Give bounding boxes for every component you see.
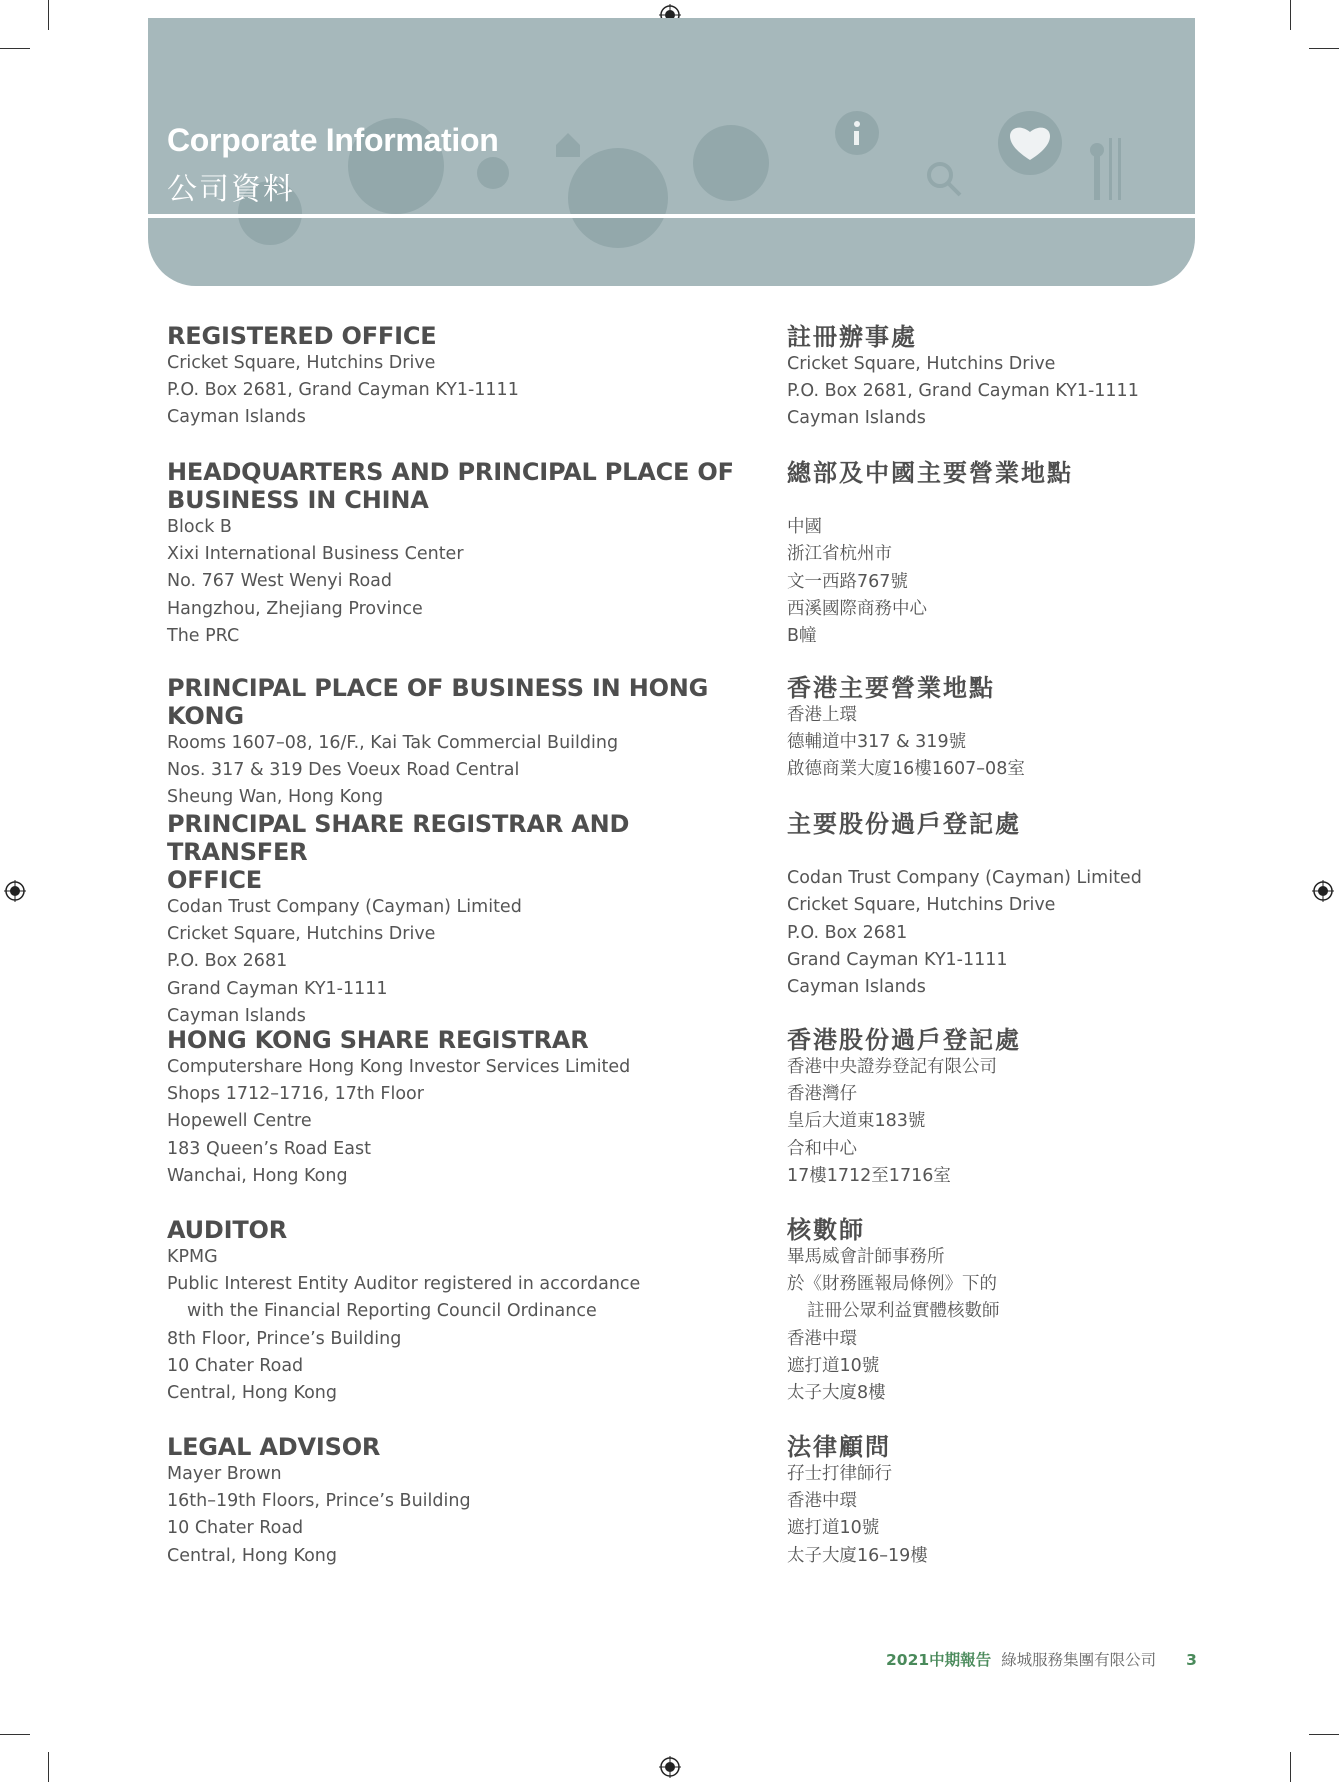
address-line: Cayman Islands — [167, 407, 306, 428]
crop-mark — [1290, 0, 1291, 30]
address-line: 合和中心 — [787, 1138, 857, 1159]
registration-mark-icon — [659, 1756, 681, 1778]
headquarters-section — [167, 458, 777, 650]
address-line: Shops 1712–1716, 17th Floor — [167, 1084, 424, 1105]
address-line: 183 Queen’s Road East — [167, 1138, 371, 1159]
address-line: Central, Hong Kong — [167, 1545, 337, 1566]
crop-mark — [0, 48, 30, 49]
address-line: The PRC — [167, 625, 240, 646]
address-line: Grand Cayman KY1-1111 — [787, 949, 1008, 970]
section-heading: 法律顧問 — [787, 1433, 891, 1461]
section-heading: 註冊辦事處 — [787, 323, 917, 351]
section-heading: 香港主要營業地點 — [787, 674, 995, 702]
address-line: Nos. 317 & 319 Des Voeux Road Central — [167, 760, 520, 781]
home-icon — [556, 133, 580, 157]
crop-mark — [1290, 1752, 1291, 1782]
legal-advisor-section — [167, 1433, 777, 1570]
address-line: 文一西路767號 — [787, 571, 908, 592]
principal-share-registrar-section — [167, 810, 777, 1030]
report-title: 2021中期報告 — [886, 1651, 992, 1669]
address-line: Codan Trust Company (Cayman) Limited — [167, 897, 522, 917]
legal-advisor-section-zh — [787, 1433, 1207, 1570]
auditor-section — [167, 1216, 777, 1407]
address-line: 香港中央證券登記有限公司 — [787, 1057, 997, 1077]
address-line: Hopewell Centre — [167, 1111, 312, 1132]
section-heading: PRINCIPAL SHARE REGISTRAR AND TRANSFER OFFICE — [167, 810, 630, 894]
crop-mark — [48, 1752, 49, 1782]
headquarters-section-zh — [787, 459, 1207, 650]
address-line: Codan Trust Company (Cayman) Limited — [787, 868, 1142, 889]
address-line: Cricket Square, Hutchins Drive — [167, 353, 436, 373]
address-line: Central, Hong Kong — [167, 1383, 337, 1404]
page-footer — [886, 1648, 1197, 1670]
address-line: Sheung Wan, Hong Kong — [167, 787, 384, 808]
hong-kong-business-section-zh — [787, 674, 1207, 784]
section-heading: REGISTERED OFFICE — [167, 322, 437, 350]
search-icon — [929, 164, 960, 195]
address-line: 孖士打律師行 — [787, 1464, 892, 1484]
section-heading: 主要股份過戶登記處 — [787, 810, 1021, 838]
address-line: 8th Floor, Prince’s Building — [167, 1328, 402, 1349]
address-line: 啟德商業大廈16樓1607–08室 — [787, 759, 1025, 780]
address-line: Cayman Islands — [787, 408, 926, 429]
hong-kong-share-registrar-section — [167, 1026, 777, 1190]
address-line: Cricket Square, Hutchins Drive — [167, 924, 436, 945]
address-line: 10 Chater Road — [167, 1355, 304, 1376]
address-line: 10 Chater Road — [167, 1518, 304, 1539]
address-line: Cayman Islands — [167, 1005, 306, 1026]
address-line: No. 767 West Wenyi Road — [167, 571, 392, 592]
hong-kong-share-registrar-section-zh — [787, 1026, 1207, 1190]
staff-avatar-icon — [568, 148, 668, 248]
section-heading: AUDITOR — [167, 1216, 288, 1244]
address-line: Xixi International Business Center — [167, 544, 464, 565]
address-line: 香港上環 — [787, 705, 857, 725]
address-line: 香港灣仔 — [787, 1084, 857, 1105]
info-glyph — [854, 131, 859, 145]
crop-mark — [0, 1734, 30, 1735]
lotus-icon — [693, 125, 769, 201]
principal-share-registrar-section-zh — [787, 810, 1207, 1001]
page-title-chinese: 公司資料 — [167, 172, 295, 207]
auditor-section-zh — [787, 1216, 1207, 1407]
address-line: Cricket Square, Hutchins Drive — [787, 895, 1056, 916]
address-line: Block B — [167, 517, 232, 537]
address-line: 德輔道中317 & 319號 — [787, 732, 967, 753]
address-line: 註冊公眾利益實體核數師 — [807, 1301, 1000, 1322]
address-line: with the Financial Reporting Council Ordinance — [187, 1301, 597, 1322]
address-line: 於《財務匯報局條例》下的 — [787, 1274, 997, 1295]
address-line: 皇后大道東183號 — [787, 1111, 926, 1132]
utensils-icon — [1090, 138, 1121, 200]
page-title: Corporate Information — [167, 122, 499, 158]
registered-office-section — [167, 322, 777, 432]
section-heading: 核數師 — [787, 1216, 865, 1244]
address-line: 16th–19th Floors, Prince’s Building — [167, 1491, 471, 1512]
address-line: 香港中環 — [787, 1491, 857, 1512]
section-heading: LEGAL ADVISOR — [167, 1433, 381, 1461]
address-line: 西溪國際商務中心 — [787, 598, 927, 619]
page-number: 3 — [1186, 1651, 1197, 1669]
leaf-icon — [477, 157, 509, 189]
address-line: Hangzhou, Zhejiang Province — [167, 598, 423, 619]
address-line: 太子大廈8樓 — [787, 1383, 886, 1404]
address-line: 遮打道10號 — [787, 1355, 880, 1376]
banner-divider — [148, 214, 1195, 218]
address-line: Grand Cayman KY1-1111 — [167, 978, 388, 999]
address-line: 遮打道10號 — [787, 1518, 880, 1539]
registration-mark-icon — [4, 880, 26, 902]
address-line: 太子大廈16–19樓 — [787, 1545, 928, 1566]
section-heading: HONG KONG SHARE REGISTRAR — [167, 1026, 589, 1054]
address-line: Wanchai, Hong Kong — [167, 1165, 348, 1186]
address-line: KPMG — [167, 1247, 218, 1267]
section-heading: PRINCIPAL PLACE OF BUSINESS IN HONG KONG — [167, 674, 709, 730]
crop-mark — [1309, 48, 1339, 49]
address-line: Cayman Islands — [787, 977, 926, 997]
address-line: P.O. Box 2681 — [167, 951, 288, 972]
registration-mark-icon — [1312, 880, 1334, 902]
section-heading: 總部及中國主要營業地點 — [787, 459, 1073, 487]
section-heading: HEADQUARTERS AND PRINCIPAL PLACE OF BUSINESS IN CHINA — [167, 458, 734, 514]
address-line: P.O. Box 2681, Grand Cayman KY1-1111 — [787, 381, 1139, 402]
address-line: 畢馬威會計師事務所 — [787, 1247, 945, 1267]
address-line: Public Interest Entity Auditor registered in accordance — [167, 1274, 641, 1295]
address-line: Cricket Square, Hutchins Drive — [787, 354, 1056, 374]
address-line: P.O. Box 2681 — [787, 922, 908, 943]
crop-mark — [48, 0, 49, 30]
address-line: 中國 — [787, 517, 822, 538]
registered-office-section-zh — [787, 323, 1207, 433]
page-banner — [148, 18, 1195, 286]
address-line: P.O. Box 2681, Grand Cayman KY1-1111 — [167, 380, 519, 401]
address-line: B幢 — [787, 626, 817, 646]
address-line: Mayer Brown — [167, 1464, 282, 1484]
hong-kong-business-section — [167, 674, 777, 812]
address-line: 17樓1712至1716室 — [787, 1165, 951, 1186]
address-line: 香港中環 — [787, 1328, 857, 1349]
crop-mark — [1309, 1734, 1339, 1735]
address-line: Rooms 1607–08, 16/F., Kai Tak Commercial Building — [167, 733, 619, 753]
company-name: 綠城服務集團有限公司 — [1001, 1651, 1157, 1669]
address-line: 浙江省杭州市 — [787, 544, 892, 565]
section-heading: 香港股份過戶登記處 — [787, 1026, 1021, 1054]
address-line: Computershare Hong Kong Investor Services Limited — [167, 1057, 631, 1077]
